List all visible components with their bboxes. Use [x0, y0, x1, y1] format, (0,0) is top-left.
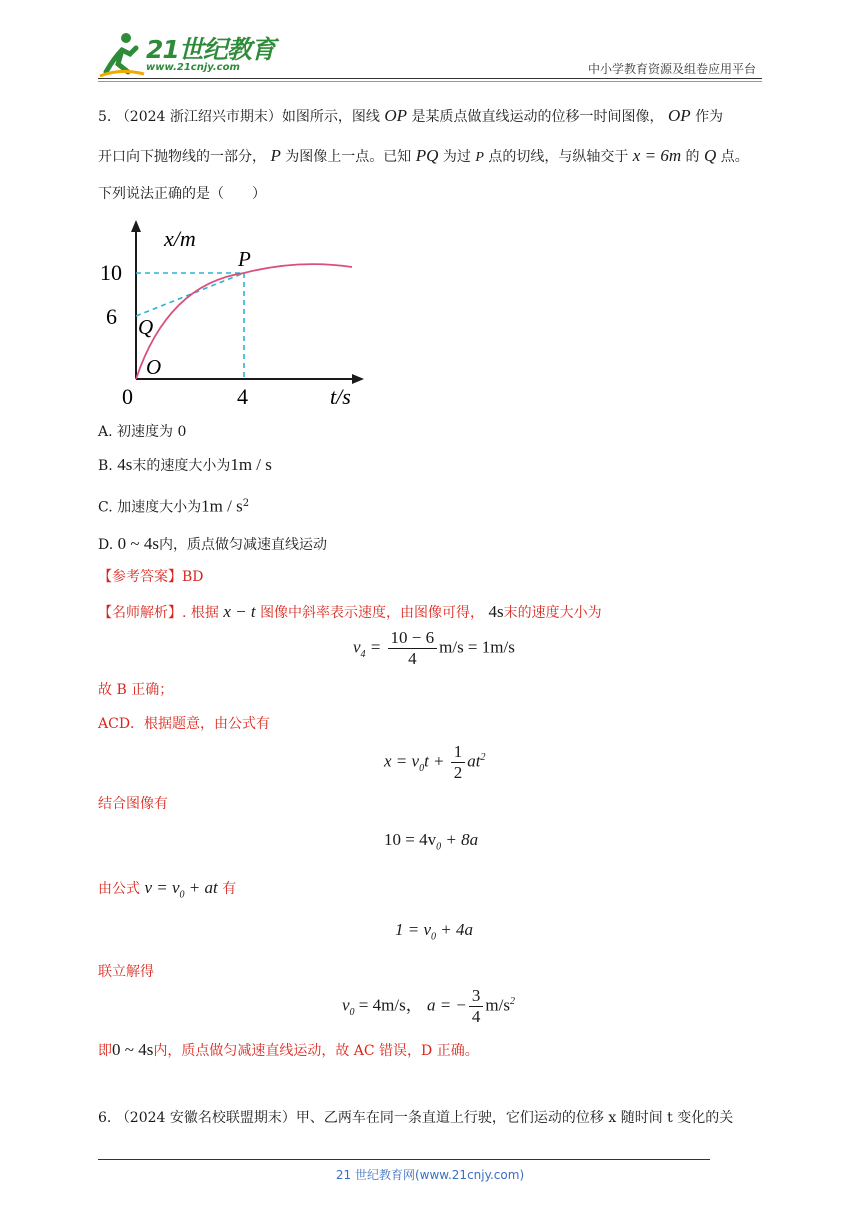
q5-text: 点的切线，与纵轴交于 — [488, 149, 629, 165]
answer-tag: 【参考答案】 — [98, 569, 182, 585]
acd-line: ACD．根据题意，由公式有 — [98, 716, 271, 732]
eq-term: + 8a — [445, 830, 479, 849]
header-platform-text: 中小学教育资源及组卷应用平台 — [587, 62, 756, 76]
numerator: 1 — [451, 742, 466, 763]
eq-term: 10 = 4v — [384, 830, 437, 849]
q5-source: （2024 浙江绍兴市期末） — [115, 109, 282, 125]
eq-sub: 4 — [360, 648, 366, 660]
option-text: 初速度为 0 — [117, 424, 187, 440]
q5-text: 是某质点做直线运动的位移一时间图像， — [411, 109, 664, 125]
formula-text: 由公式 — [98, 881, 140, 897]
q5-text: 开口向下抛物线的一部分， — [98, 149, 266, 165]
q6-text: 甲、乙两车在同一条直道上行驶，它们运动的位移 x 随时间 t 变化的关 — [295, 1110, 734, 1126]
denominator: 2 — [453, 763, 463, 782]
p-symbol: P — [475, 150, 484, 165]
tick-x-0: 0 — [122, 384, 133, 409]
eq-term: 1 = v — [395, 920, 432, 939]
header-divider — [98, 78, 762, 79]
formula-text: 有 — [222, 881, 237, 897]
conclusion-line — [98, 1040, 479, 1061]
option-d — [98, 534, 327, 555]
q5-text: 作为 — [695, 109, 724, 125]
answer-line — [98, 567, 204, 587]
equation-v4: $v_4$ = $\frac{10 - 6}{4}$ m/s = 1m/s — [353, 628, 515, 668]
numerator: 3 — [469, 986, 484, 1007]
option-label: C. — [98, 499, 113, 516]
q5-text: 的 — [685, 149, 700, 165]
point-q-label: Q — [138, 315, 154, 339]
point-o-label: O — [146, 355, 162, 379]
answer-value: BD — [182, 569, 204, 585]
eq-term: a = − — [426, 995, 467, 1015]
eq-term: = 4m/s — [358, 995, 406, 1015]
option-label: A. — [98, 424, 113, 440]
velocity-formula — [144, 878, 218, 901]
option-label: B. — [98, 458, 113, 474]
denominator: 4 — [408, 649, 417, 668]
eq-term: v = v — [144, 878, 180, 897]
option-text: 加速度大小为 — [117, 499, 202, 516]
eq-term: + 4a — [440, 920, 474, 939]
eq-term: t + — [424, 751, 445, 771]
q5-text: 为过 — [442, 149, 471, 165]
fraction — [451, 742, 466, 783]
eq-term: ， — [405, 995, 423, 1015]
eq-sub: 0 — [349, 1006, 355, 1018]
equation-displacement — [384, 742, 486, 783]
runner-logo-icon — [96, 28, 146, 80]
p-symbol: P — [270, 146, 281, 165]
analysis-text: 末的速度大小为 — [503, 605, 602, 621]
footer-divider — [98, 1159, 710, 1160]
q5-line-1 — [98, 106, 723, 127]
brand-name: 21世纪教育 — [146, 35, 275, 64]
eq-term: m/s — [485, 995, 510, 1015]
eq-sub: 0 — [419, 762, 425, 774]
q5-line-2 — [98, 146, 749, 168]
equation-graph — [384, 830, 478, 852]
x-minus-t: x − t — [223, 602, 256, 621]
analysis-line-1 — [98, 602, 602, 623]
analysis-text: 图像中斜率表示速度，由图像可得， — [260, 605, 485, 621]
option-label: D. — [98, 537, 114, 553]
option-b — [98, 455, 272, 476]
fraction — [388, 628, 438, 669]
tick-x-4: 4 — [237, 384, 248, 409]
option-a — [98, 422, 186, 442]
x-axis-label: t/s — [330, 384, 351, 409]
time-4s: 4s — [488, 602, 504, 621]
eq-sup: 2 — [480, 751, 486, 763]
q6-source: （2024 安徽名校联盟期末） — [115, 1110, 296, 1126]
t-axis-arrow-icon — [352, 374, 364, 384]
formula-line — [98, 878, 236, 905]
denominator: 4 — [471, 1007, 481, 1026]
position-time-graph — [98, 214, 378, 414]
tick-y-6: 6 — [106, 304, 117, 329]
option-c — [98, 494, 249, 518]
tick-y-10: 10 — [100, 260, 122, 285]
footer-link[interactable]: 21 世纪教育网(www.21cnjy.com) — [335, 1168, 525, 1182]
q6-number: 6. — [98, 1110, 112, 1126]
equation-velocity — [395, 920, 473, 942]
option-text: 末的速度大小为 — [132, 458, 231, 474]
pq-symbol: PQ — [415, 146, 439, 165]
option-sup: 2 — [242, 498, 250, 509]
conclusion-text: 内，质点做匀减速直线运动，故 AC 错误，D 正确。 — [153, 1043, 479, 1059]
q5-line-3: 下列说法正确的是（ ） — [98, 186, 266, 202]
eq-sub: 0 — [179, 889, 185, 901]
solve-line: 联立解得 — [98, 964, 154, 980]
eq-sub: 0 — [431, 931, 437, 943]
header-divider-thin — [98, 81, 762, 82]
time-range: 0 ~ 4s — [112, 1040, 154, 1059]
option-math: 1m / s — [201, 496, 243, 516]
combine-line: 结合图像有 — [98, 796, 168, 812]
eq-sub: 0 — [436, 841, 442, 853]
eq-term: v — [342, 995, 350, 1015]
q5-number: 5. — [98, 109, 112, 125]
eq-term: m/s = 1m/s — [439, 637, 515, 657]
equation-solution — [342, 986, 515, 1027]
eq-term: + at — [188, 878, 218, 897]
analysis-tag: 【名师解析】 — [98, 605, 182, 621]
conclusion-text: 即 — [98, 1043, 112, 1059]
x-axis-arrow-icon — [131, 220, 141, 232]
eq-sup: 2 — [509, 995, 515, 1007]
eq-term: v — [353, 637, 361, 657]
eq-term: x = v — [384, 751, 420, 771]
analysis-text: . 根据 — [182, 605, 219, 621]
op-symbol: OP — [384, 106, 408, 125]
q6-line-1 — [98, 1108, 733, 1128]
q-symbol: Q — [704, 146, 717, 165]
q5-text: 点。 — [720, 149, 749, 165]
numerator: 10 − 6 — [388, 628, 438, 649]
eq-term: at — [467, 751, 481, 771]
option-math: 4s — [117, 455, 133, 474]
op-symbol: OP — [667, 106, 691, 125]
option-math: 0 ~ 4s — [117, 534, 159, 553]
option-math: 1m / s — [230, 455, 272, 474]
point-p-label: P — [238, 247, 251, 271]
option-text: 内，质点做匀减速直线运动 — [158, 537, 327, 553]
x-equals-6m: x = 6m — [632, 146, 682, 165]
y-axis-label: x/m — [164, 226, 196, 251]
fraction — [469, 986, 484, 1027]
b-correct: 故 B 正确； — [98, 682, 174, 698]
q5-text: 如图所示，图线 — [281, 109, 380, 125]
brand-url: www.21cnjy.com — [146, 62, 240, 73]
q5-text: 为图像上一点。已知 — [285, 149, 412, 165]
